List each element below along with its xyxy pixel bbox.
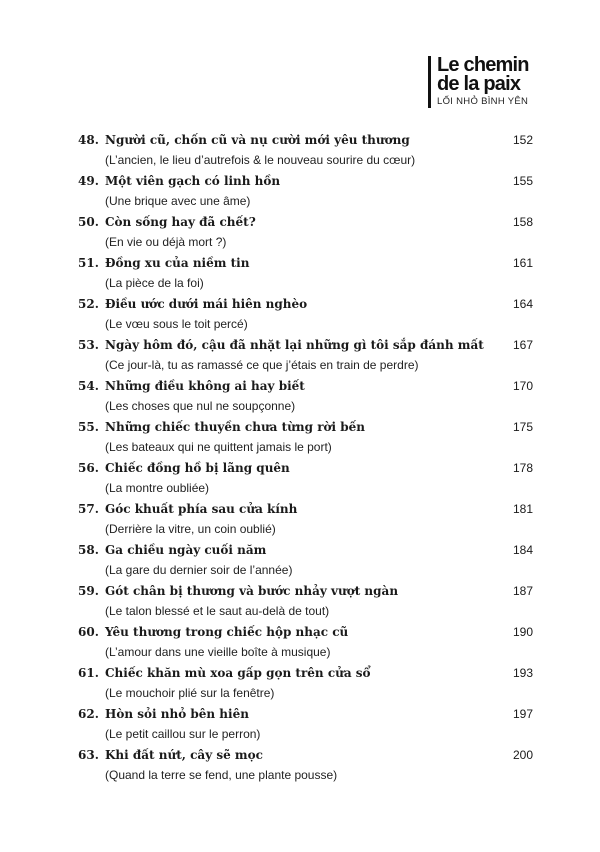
toc-entry-subtitle: (Ce jour-là, tu as ramassé ce que j’étais en train de perdre) xyxy=(105,358,419,372)
toc-entry-page-number: 200 xyxy=(512,748,533,762)
toc-entry-number: 62. xyxy=(78,707,99,721)
toc-entry-title: Yêu thương trong chiếc hộp nhạc cũ xyxy=(105,625,349,639)
toc-entry-title: Người cũ, chốn cũ và nụ cười mới yêu thương xyxy=(105,133,410,147)
toc-entry-page-number: 161 xyxy=(512,256,533,270)
toc-entry-page-number: 167 xyxy=(512,338,533,352)
toc-entry[interactable] xyxy=(78,170,533,211)
toc-entry-title: Đồng xu của niềm tin xyxy=(105,256,250,270)
toc-entry-number: 59. xyxy=(78,584,99,598)
book-logo xyxy=(428,56,557,108)
toc-entry-number: 55. xyxy=(78,420,99,434)
toc-entry-number: 54. xyxy=(78,379,99,393)
toc-entry-title: Điều ước dưới mái hiên nghèo xyxy=(105,297,308,311)
toc-entry-number: 61. xyxy=(78,666,99,680)
toc-entry-page-number: 158 xyxy=(512,215,533,229)
toc-entry[interactable] xyxy=(78,375,533,416)
toc-entry-title: Góc khuất phía sau cửa kính xyxy=(105,502,298,516)
toc-entry-subtitle: (La montre oubliée) xyxy=(105,481,210,495)
toc-entry[interactable] xyxy=(78,621,533,662)
toc-entry-number: 60. xyxy=(78,625,99,639)
toc-entry-subtitle: (Les bateaux qui ne quittent jamais le port) xyxy=(105,440,332,454)
toc-entry-number: 51. xyxy=(78,256,99,270)
toc-entry-page-number: 181 xyxy=(512,502,533,516)
toc-entry-number: 50. xyxy=(78,215,99,229)
toc-entry-page-number: 190 xyxy=(512,625,533,639)
toc-entry-subtitle: (Quand la terre se fend, une plante pousse) xyxy=(105,768,338,782)
toc-entry-subtitle: (Le mouchoir plié sur la fenêtre) xyxy=(105,686,275,700)
toc-entry[interactable] xyxy=(78,334,533,375)
toc-entry[interactable] xyxy=(78,744,533,785)
toc-entry-title: Một viên gạch có linh hồn xyxy=(105,174,281,188)
toc-entry-number: 56. xyxy=(78,461,99,475)
toc-entry[interactable] xyxy=(78,129,533,170)
toc-entry-subtitle: (Derrière la vitre, un coin oublié) xyxy=(105,522,276,536)
toc-entry-subtitle: (Les choses que nul ne soupçonne) xyxy=(105,399,296,413)
toc-entry-number: 57. xyxy=(78,502,99,516)
toc-entry-page-number: 197 xyxy=(512,707,533,721)
toc-entry-subtitle: (Le talon blessé et le saut au-delà de tout) xyxy=(105,604,330,618)
toc-entry-title: Chiếc đồng hồ bị lãng quên xyxy=(105,461,290,475)
toc-entry[interactable] xyxy=(78,580,533,621)
toc-entry-title: Khi đất nứt, cây sẽ mọc xyxy=(105,748,263,762)
toc-entry-page-number: 164 xyxy=(512,297,533,311)
toc-entry-page-number: 175 xyxy=(512,420,533,434)
toc-entry-subtitle: (Le vœu sous le toit percé) xyxy=(105,317,248,331)
toc-entry-subtitle: (La gare du dernier soir de l’année) xyxy=(105,563,293,577)
toc-entry-number: 53. xyxy=(78,338,99,352)
toc-entry-title: Những điều không ai hay biết xyxy=(105,379,305,393)
logo-title-line-2: de la paix xyxy=(437,73,521,95)
toc-entry-page-number: 178 xyxy=(512,461,533,475)
toc-entry-number: 48. xyxy=(78,133,99,147)
toc-entry-subtitle: (La pièce de la foi) xyxy=(105,276,204,290)
logo-title-line-1: Le chemin xyxy=(437,54,529,76)
toc-entry[interactable] xyxy=(78,293,533,334)
toc-entry[interactable] xyxy=(78,252,533,293)
toc-entry[interactable] xyxy=(78,703,533,744)
toc-entry-page-number: 152 xyxy=(512,133,533,147)
toc-entry-title: Còn sống hay đã chết? xyxy=(105,215,256,229)
toc-entry-title: Ga chiều ngày cuối năm xyxy=(105,543,267,557)
table-of-contents xyxy=(78,129,533,785)
toc-entry-title: Chiếc khăn mù xoa gấp gọn trên cửa sổ xyxy=(105,666,371,680)
toc-entry-subtitle: (L’ancien, le lieu d’autrefois & le nouveau sourire du cœur) xyxy=(105,153,416,167)
toc-entry[interactable] xyxy=(78,498,533,539)
toc-entry[interactable] xyxy=(78,457,533,498)
toc-entry-title: Những chiếc thuyền chưa từng rời bến xyxy=(105,420,366,434)
toc-entry-number: 52. xyxy=(78,297,99,311)
toc-entry-title: Hòn sỏi nhỏ bên hiên xyxy=(105,707,249,721)
toc-entry[interactable] xyxy=(78,662,533,703)
toc-entry-page-number: 193 xyxy=(512,666,533,680)
toc-entry-page-number: 155 xyxy=(512,174,533,188)
toc-entry[interactable] xyxy=(78,416,533,457)
toc-entry-subtitle: (En vie ou déjà mort ?) xyxy=(105,235,227,249)
toc-entry[interactable] xyxy=(78,211,533,252)
toc-entry-number: 49. xyxy=(78,174,99,188)
toc-entry-number: 63. xyxy=(78,748,99,762)
toc-entry-subtitle: (Le petit caillou sur le perron) xyxy=(105,727,261,741)
toc-entry-page-number: 170 xyxy=(512,379,533,393)
toc-entry-subtitle: (Une brique avec une âme) xyxy=(105,194,251,208)
toc-entry[interactable] xyxy=(78,539,533,580)
toc-entry-number: 58. xyxy=(78,543,99,557)
toc-entry-page-number: 187 xyxy=(512,584,533,598)
logo-subtitle: LỐI NHỎ BÌNH YÊN xyxy=(437,96,529,107)
toc-entry-page-number: 184 xyxy=(512,543,533,557)
toc-entry-title: Ngày hôm đó, cậu đã nhặt lại những gì tôi sắp đánh mất xyxy=(105,338,484,352)
toc-entry-subtitle: (L’amour dans une vieille boîte à musique) xyxy=(105,645,331,659)
toc-entry-title: Gót chân bị thương và bước nhảy vượt ngàn xyxy=(105,584,399,598)
